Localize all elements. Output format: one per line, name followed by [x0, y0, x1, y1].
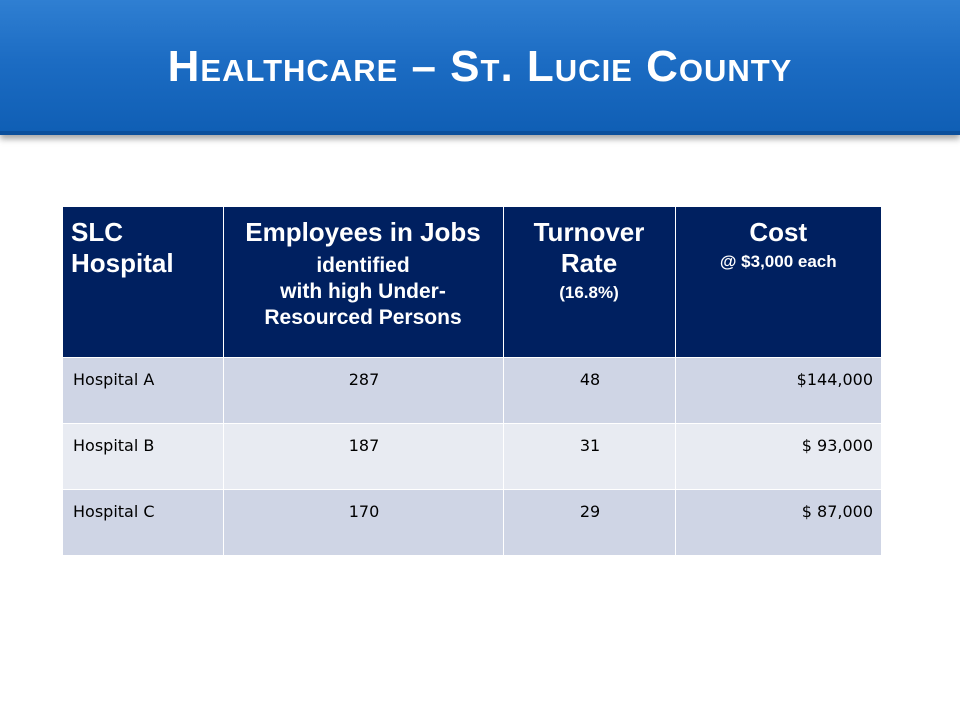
header-hospital — [63, 207, 223, 357]
header-employees — [223, 207, 503, 357]
cell-turnover: 48 — [503, 357, 675, 423]
header-employees-line3: with high Under- — [280, 280, 446, 304]
hospital-table — [63, 207, 881, 556]
header-employees-inline: identified — [316, 254, 410, 278]
cell-cost: $ 87,000 — [675, 489, 881, 555]
table-row — [63, 357, 881, 423]
cell-hospital: Hospital C — [63, 489, 223, 555]
cell-turnover: 29 — [503, 489, 675, 555]
header-employees-line4: Resourced Persons — [264, 305, 462, 329]
table-row — [63, 423, 881, 489]
header-turnover-sub: (16.8%) — [559, 283, 619, 303]
header-cost — [675, 207, 881, 357]
table-header-row — [63, 207, 881, 357]
header-turnover-line2: Rate — [560, 248, 618, 279]
header-turnover-line1: Turnover — [533, 217, 645, 247]
header-turnover — [503, 207, 675, 357]
cell-employees: 187 — [223, 423, 503, 489]
header-cost-main: Cost — [749, 217, 808, 247]
header-cost-sub: @ $3,000 each — [719, 252, 837, 272]
cell-cost: $144,000 — [675, 357, 881, 423]
cell-employees: 287 — [223, 357, 503, 423]
header-hospital-line2: Hospital — [71, 248, 174, 279]
slide-title: Healthcare – St. Lucie County — [167, 41, 793, 91]
table-row — [63, 489, 881, 555]
cell-hospital: Hospital A — [63, 357, 223, 423]
header-hospital-line1: SLC — [71, 217, 123, 247]
cell-employees: 170 — [223, 489, 503, 555]
cell-hospital: Hospital B — [63, 423, 223, 489]
cell-cost: $ 93,000 — [675, 423, 881, 489]
title-bar — [0, 0, 960, 135]
header-employees-main: Employees in Jobs — [245, 217, 481, 247]
cell-turnover: 31 — [503, 423, 675, 489]
